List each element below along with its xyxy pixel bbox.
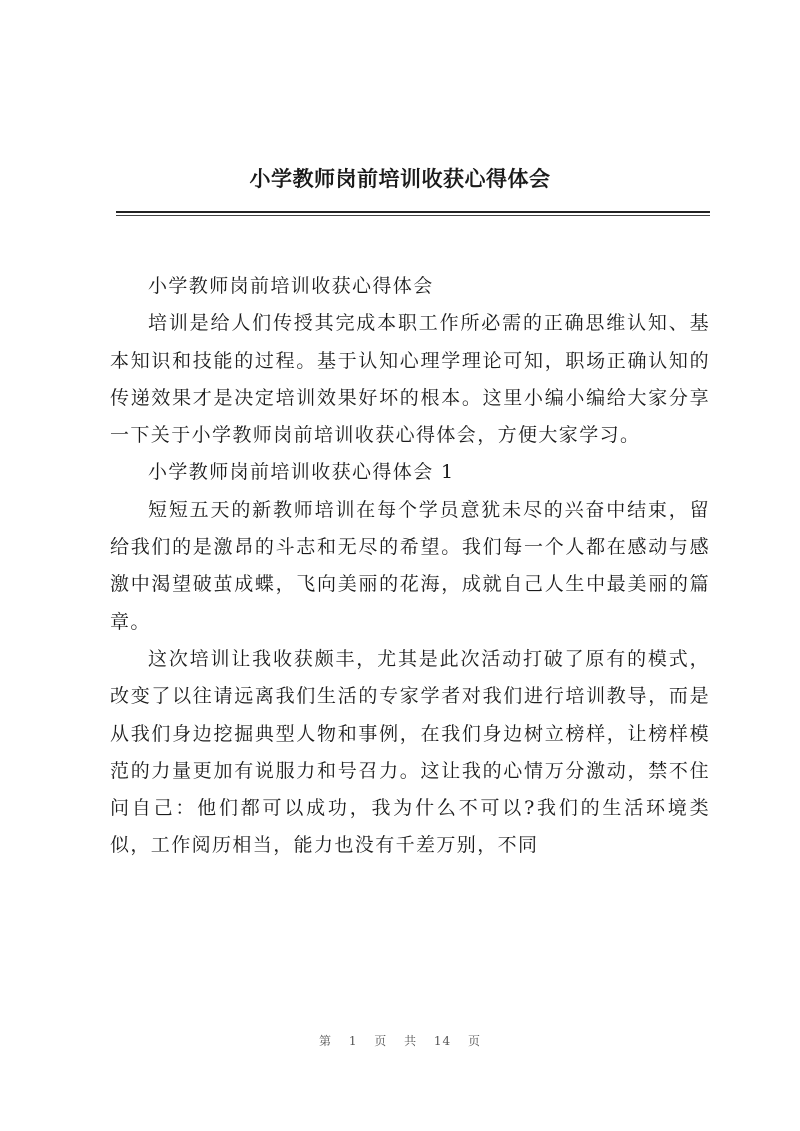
document-title: 小学教师岗前培训收获心得体会 (249, 166, 551, 191)
title-divider-thin (116, 215, 710, 216)
paragraph-section-heading: 小学教师岗前培训收获心得体会 1 (148, 461, 455, 484)
paragraph-body: 这次培训让我收获颇丰，尤其是此次活动打破了原有的模式，改变了以往请远离我们生活的专家学者对我们进行培训教导，而是从我们身边挖掘典型人物和事例，在我们身边树立榜样，让榜样模范的力量更加有说服力和号召力。这让我的心情万分激动，禁不住问自己：他们都可以成功，我为什么不可以?我们的生活环境类似，工作阅历相当，能力也没有千差万别，不同 (110, 647, 710, 857)
paragraph-intro: 培训是给人们传授其完成本职工作所必需的正确思维认知、基本知识和技能的过程。基于认知心理学理论可知，职场正确认知的传递效果才是决定培训效果好坏的根本。这里小编小编给大家分享一下关于小学教师岗前培训收获心得体会，方便大家学习。 (110, 312, 710, 447)
page-number-footer: 第 1 页 共 14 页 (319, 1034, 481, 1048)
document-body (110, 268, 710, 865)
title-divider (116, 211, 710, 213)
paragraph-heading: 小学教师岗前培训收获心得体会 (148, 275, 434, 297)
paragraph-body: 短短五天的新教师培训在每个学员意犹未尽的兴奋中结束，留给我们的是激昂的斗志和无尽的希望。我们每一个人都在感动与感激中渴望破茧成蝶，飞向美丽的花海，成就自己人生中最美丽的篇章。 (110, 498, 710, 633)
